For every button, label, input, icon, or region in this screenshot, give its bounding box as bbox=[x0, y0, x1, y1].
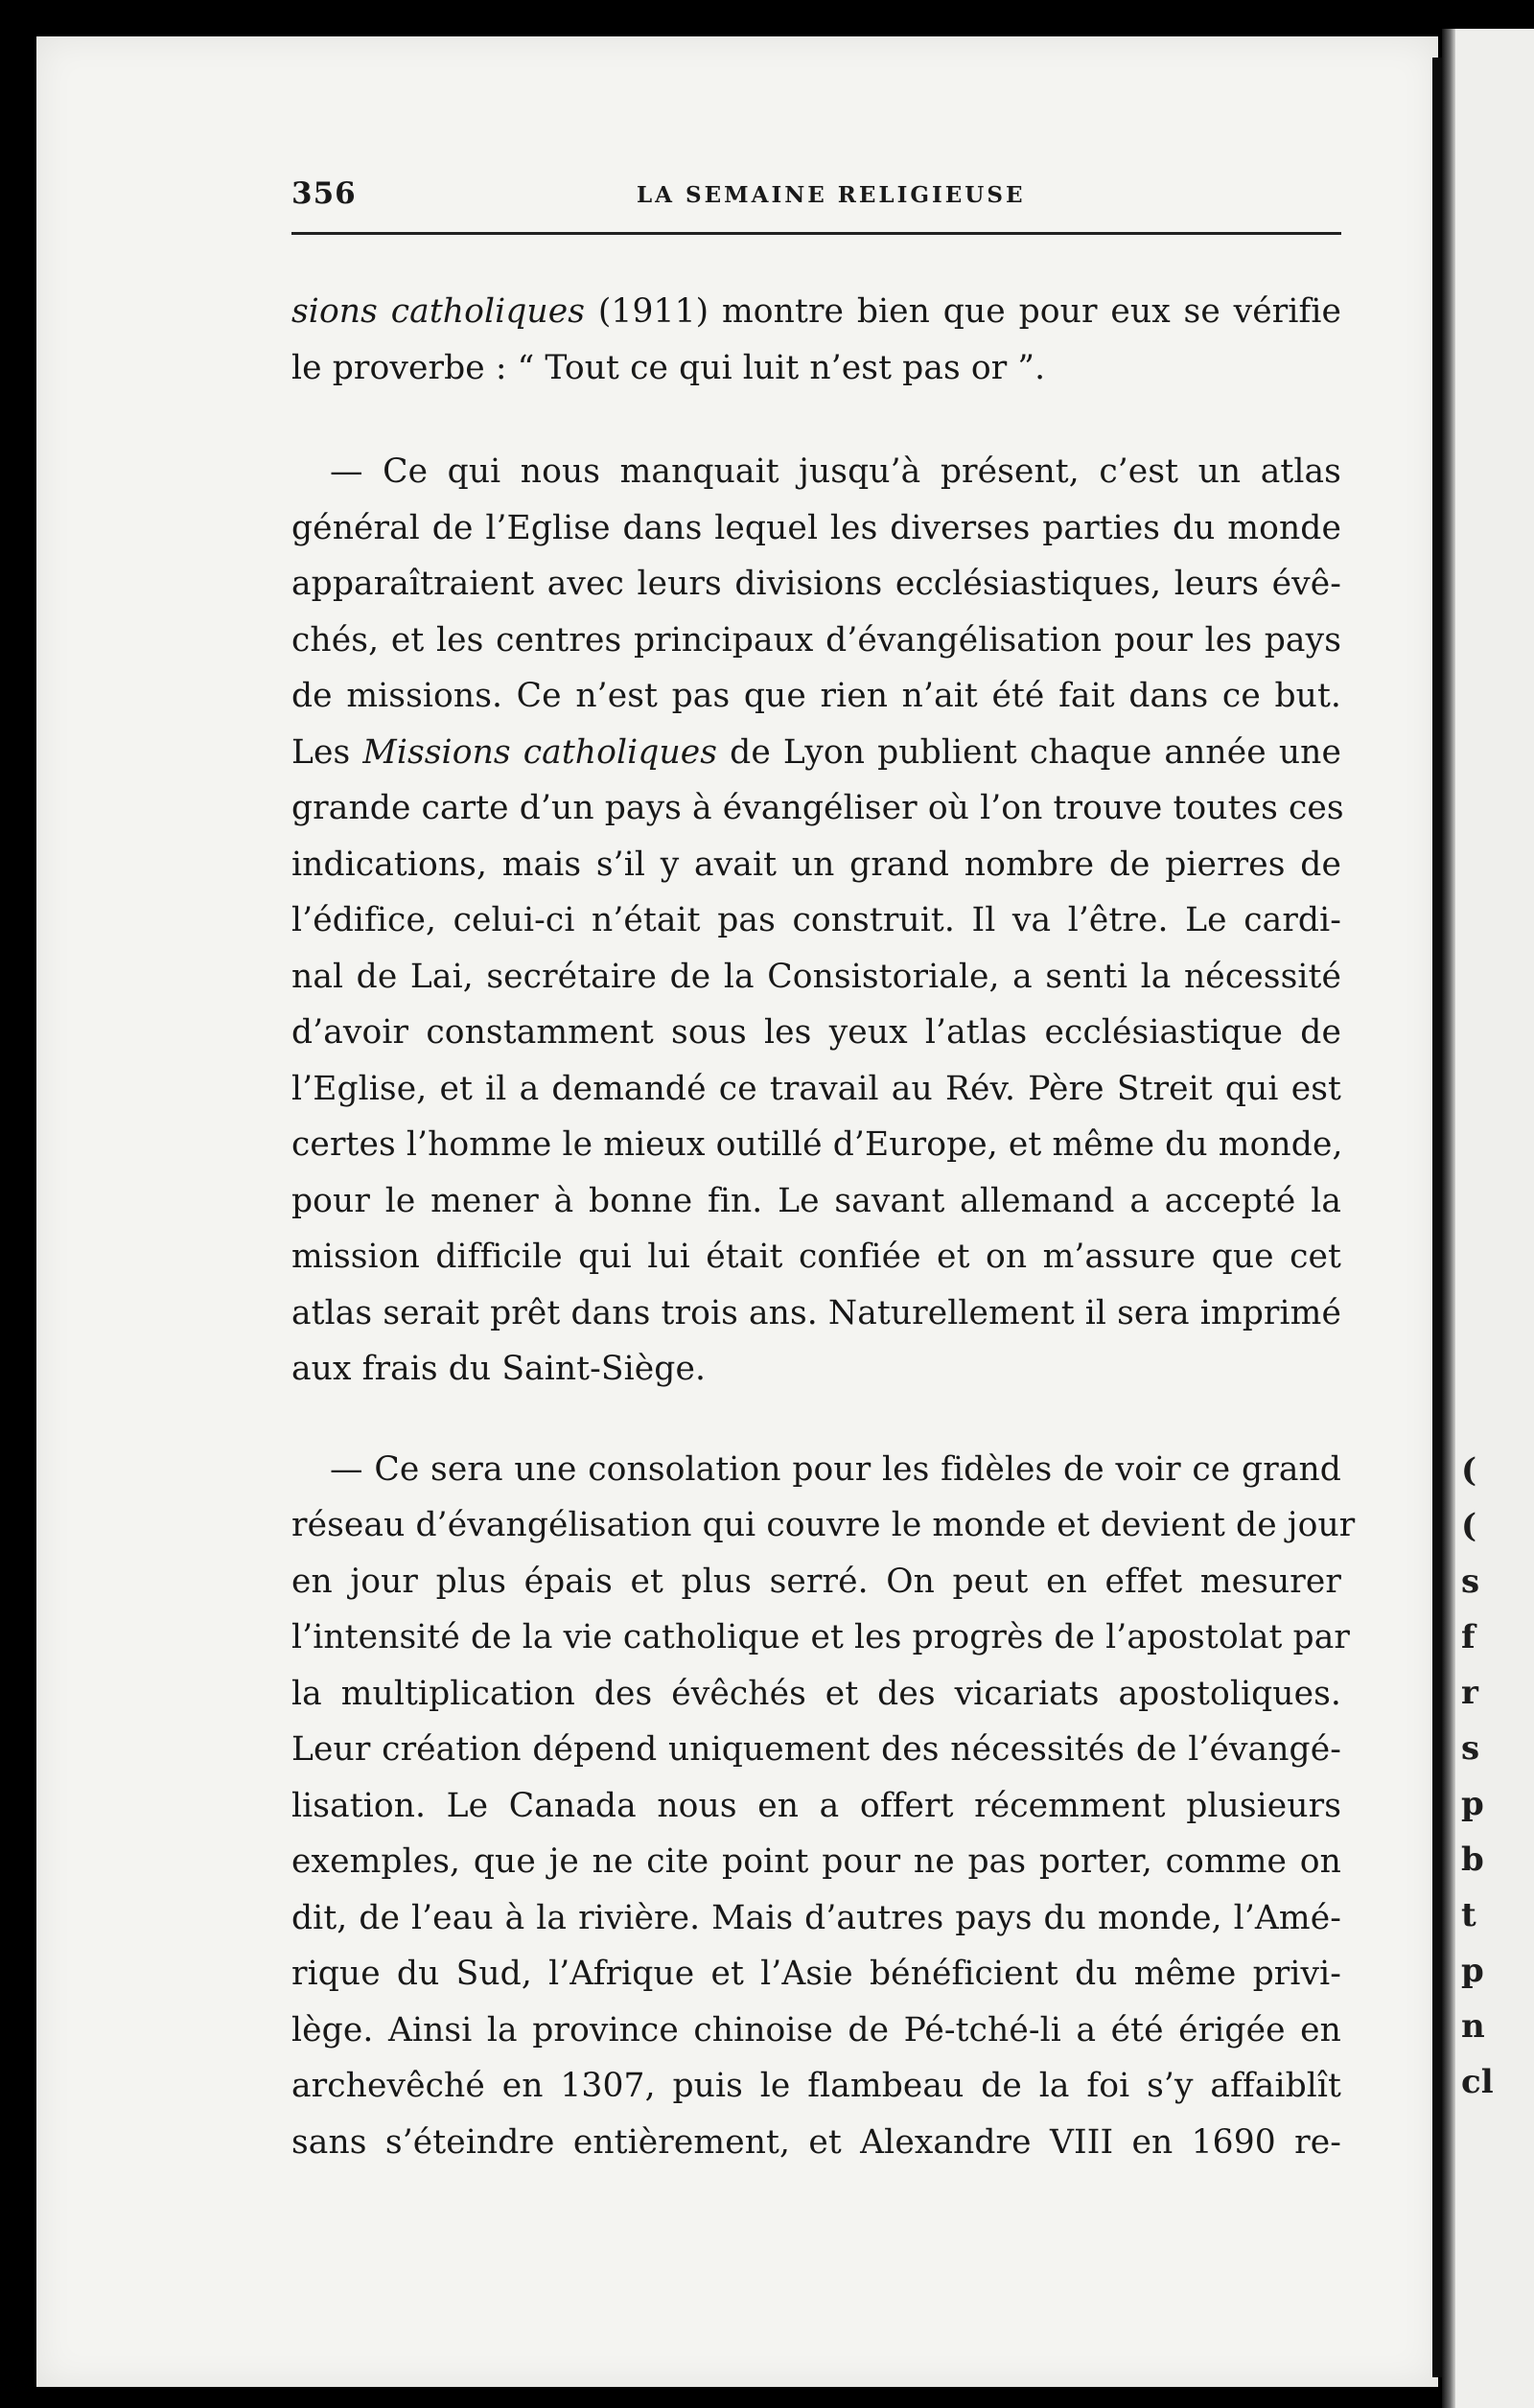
facing-letter: s bbox=[1461, 1729, 1480, 1768]
text-line: l’intensité de la vie catholique et les progrès de l’apostolat par bbox=[291, 1618, 1350, 1656]
italic-phrase: sions catholiques bbox=[291, 292, 586, 331]
text-line: général de l’Eglise dans lequel les diverses parties du monde bbox=[291, 508, 1341, 547]
facing-letter: ( bbox=[1461, 1507, 1477, 1545]
text-line: certes l’homme le mieux outillé d’Europe, et même du monde, bbox=[291, 1125, 1343, 1164]
text-line: l’édifice, celui-ci n’était pas construit. Il va l’être. Le cardi- bbox=[291, 901, 1341, 939]
text-line: le proverbe : “ Tout ce qui luit n’est pas or ”. bbox=[291, 348, 1046, 387]
text-line: apparaîtraient avec leurs divisions ecclésiastiques, leurs évê- bbox=[291, 565, 1341, 603]
paragraph-1 bbox=[291, 284, 1341, 396]
text-line: Leur création dépend uniquement des nécessités de l’évangé- bbox=[291, 1730, 1341, 1769]
text-line: réseau d’évangélisation qui couvre le monde et devient de jour bbox=[291, 1506, 1356, 1544]
facing-letter: p bbox=[1461, 1785, 1484, 1823]
text-fragment: Les bbox=[291, 732, 363, 772]
text-line: — Ce sera une consolation pour les fidèles de voir ce grand bbox=[330, 1449, 1341, 1489]
running-title: LA SEMAINE RELIGIEUSE bbox=[637, 182, 1026, 208]
text-line: mission difficile qui lui était confiée et on m’assure que cet bbox=[291, 1238, 1341, 1276]
facing-letter: p bbox=[1461, 1952, 1484, 1990]
text-line: de missions. Ce n’est pas que rien n’ait été fait dans ce but. bbox=[291, 677, 1341, 715]
text-line: sans s’éteindre entièrement, et Alexandre VIII en 1690 re- bbox=[291, 2122, 1341, 2162]
text-line: nal de Lai, secrétaire de la Consistoriale, a senti la nécessité bbox=[291, 957, 1341, 996]
facing-letter: r bbox=[1461, 1674, 1478, 1712]
facing-letter: f bbox=[1461, 1618, 1476, 1656]
facing-letter: s bbox=[1461, 1563, 1480, 1601]
facing-page bbox=[1442, 29, 1534, 2408]
paragraph-2 bbox=[291, 444, 1344, 1398]
facing-letter: cl bbox=[1461, 2063, 1494, 2101]
text-line: dit, de l’eau à la rivière. Mais d’autres pays du monde, l’Amé- bbox=[291, 1898, 1341, 1937]
text-line: en jour plus épais et plus serré. On peut en effet mesurer bbox=[291, 1562, 1341, 1601]
paragraph-3 bbox=[291, 1442, 1356, 2171]
italic-phrase: Missions catholiques bbox=[362, 732, 718, 772]
text-line: d’avoir constamment sous les yeux l’atlas ecclésiastique de bbox=[291, 1013, 1341, 1052]
text-line: indications, mais s’il y avait un grand nombre de pierres de bbox=[291, 845, 1341, 884]
text-line: chés, et les centres principaux d’évangélisation pour les pays bbox=[291, 620, 1341, 660]
page-edge bbox=[1432, 58, 1442, 2377]
text-line: exemples, que je ne cite point pour ne pas porter, comme on bbox=[291, 1842, 1341, 1881]
text-line: l’Eglise, et il a demandé ce travail au Rév. Père Streit qui est bbox=[291, 1069, 1341, 1108]
page-number: 356 bbox=[291, 176, 357, 211]
text-line: lisation. Le Canada nous en a offert récemment plusieurs bbox=[291, 1786, 1341, 1825]
facing-letter: b bbox=[1461, 1841, 1484, 1879]
text-line: pour le mener à bonne fin. Le savant allemand a accepté la bbox=[291, 1181, 1341, 1220]
header-rule bbox=[291, 232, 1341, 235]
text-line bbox=[291, 284, 1341, 340]
text-line: atlas serait prêt dans trois ans. Naturellement il sera imprimé bbox=[291, 1293, 1341, 1332]
text-line: archevêché en 1307, puis le flambeau de la foi s’y affaiblît bbox=[291, 2067, 1341, 2105]
body-text bbox=[291, 284, 1356, 2170]
text-line: grande carte d’un pays à évangéliser où l’on trouve toutes ces bbox=[291, 789, 1344, 827]
text-line: rique du Sud, l’Afrique et l’Asie bénéficient du même privi- bbox=[291, 1955, 1341, 1993]
text-fragment: de Lyon publient chaque année une bbox=[717, 732, 1341, 772]
text-line: la multiplication des évêchés et des vicariats apostoliques. bbox=[291, 1674, 1341, 1713]
page-header bbox=[291, 176, 1341, 234]
text-line: lège. Ainsi la province chinoise de Pé-tché-li a été érigée en bbox=[291, 2010, 1341, 2049]
text-line: aux frais du Saint-Siège. bbox=[291, 1350, 707, 1388]
text-fragment: (1911) montre bien que pour eux se vérifie bbox=[585, 292, 1342, 331]
text-line bbox=[291, 725, 1341, 781]
facing-letter: n bbox=[1461, 2007, 1485, 2046]
facing-letter: t bbox=[1461, 1896, 1476, 1934]
text-line: — Ce qui nous manquait jusqu’à présent, c’est un atlas bbox=[330, 452, 1341, 491]
facing-page-letters bbox=[1461, 1443, 1528, 2110]
facing-gutter bbox=[1442, 29, 1455, 2408]
facing-letter: ( bbox=[1461, 1451, 1477, 1490]
